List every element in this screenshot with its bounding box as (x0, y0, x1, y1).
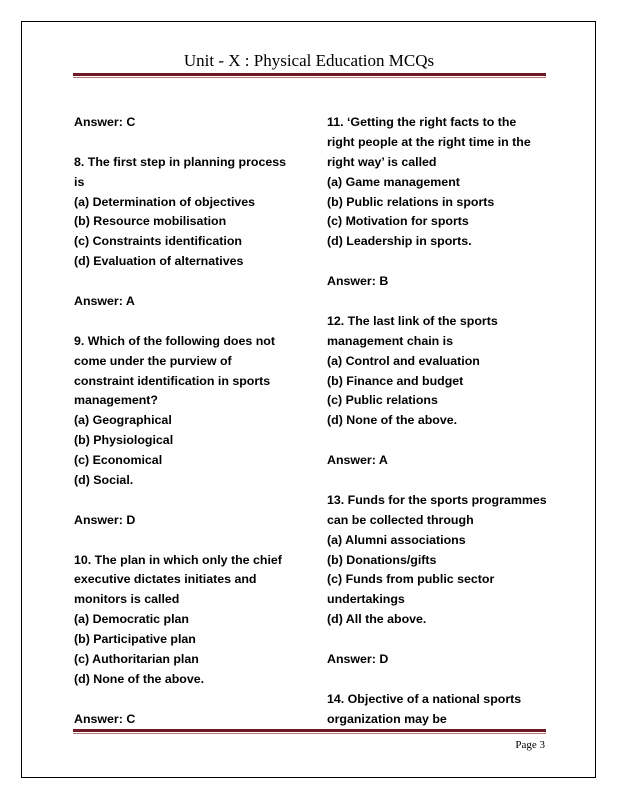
question-text: 12. The last link of the sports (327, 313, 498, 328)
question-text: 14. Objective of a national sports (327, 691, 522, 706)
question-8 (74, 153, 304, 312)
question-11 (327, 113, 552, 292)
question-10 (74, 551, 304, 730)
option-b: (b) Finance and budget (327, 373, 464, 388)
option-c: (c) Public relations (327, 393, 438, 408)
option-c: (c) Motivation for sports (327, 214, 469, 229)
question-text: executive dictates initiates and (74, 572, 257, 587)
question-text: management? (74, 393, 158, 408)
header-rule (73, 73, 546, 76)
option-d: (d) Leadership in sports. (327, 234, 472, 249)
question-text: organization may be (327, 711, 447, 726)
question-text: is (74, 174, 85, 189)
question-9 (74, 332, 304, 531)
question-text: right people at the right time in the (327, 134, 531, 149)
answer: Answer: B (327, 274, 389, 289)
option-a: (a) Alumni associations (327, 532, 466, 547)
option-d: (d) None of the above. (74, 671, 205, 686)
question-text: constraint identification in sports (74, 373, 271, 388)
answer: Answer: D (74, 512, 136, 527)
option-d: (d) All the above. (327, 612, 427, 627)
option-a: (a) Geographical (74, 413, 172, 428)
option-c: (c) Funds from public sector (327, 572, 495, 587)
option-d: (d) None of the above. (327, 413, 458, 428)
option-c: (c) Authoritarian plan (74, 652, 199, 667)
header-rule-thin (73, 77, 546, 78)
footer-rule (73, 729, 546, 732)
option-b: (b) Resource mobilisation (74, 214, 227, 229)
question-text: 11. ‘Getting the right facts to the (327, 115, 517, 129)
question-text: come under the purview of (74, 353, 232, 368)
footer-rule-thin (73, 733, 546, 734)
option-d: (d) Social. (74, 473, 134, 488)
question-text: 8. The first step in planning process (74, 154, 287, 169)
option-b: (b) Donations/gifts (327, 552, 437, 567)
question-text: management chain is (327, 333, 454, 348)
question-12 (327, 312, 552, 471)
question-text: 13. Funds for the sports programmes (327, 492, 547, 507)
answer: Answer: D (327, 652, 389, 667)
right-column (327, 113, 552, 730)
question-13 (327, 491, 552, 670)
option-c: (c) Constraints identification (74, 234, 242, 249)
option-c-continued: undertakings (327, 592, 405, 607)
answer: Answer: A (74, 294, 135, 309)
question-text: can be collected through (327, 512, 474, 527)
option-a: (a) Game management (327, 174, 460, 189)
question-text: 9. Which of the following does not (74, 333, 275, 348)
question-text: right way’ is called (327, 154, 437, 169)
option-c: (c) Economical (74, 453, 163, 468)
option-a: (a) Determination of objectives (74, 194, 256, 209)
option-b: (b) Public relations in sports (327, 194, 495, 209)
option-a: (a) Democratic plan (74, 612, 189, 627)
page-title: Unit - X : Physical Education MCQs (183, 51, 435, 70)
page-number: Page 3 (515, 739, 545, 751)
option-a: (a) Control and evaluation (327, 353, 480, 368)
option-b: (b) Participative plan (74, 632, 196, 647)
option-d: (d) Evaluation of alternatives (74, 254, 244, 269)
option-b: (b) Physiological (74, 433, 174, 448)
question-text: 10. The plan in which only the chief (74, 552, 282, 567)
answer: Answer: C (74, 711, 136, 726)
previous-answer: Answer: C (74, 115, 136, 129)
left-column (74, 113, 304, 730)
question-text: monitors is called (74, 592, 180, 607)
question-14 (327, 690, 552, 730)
answer: Answer: A (327, 453, 388, 468)
